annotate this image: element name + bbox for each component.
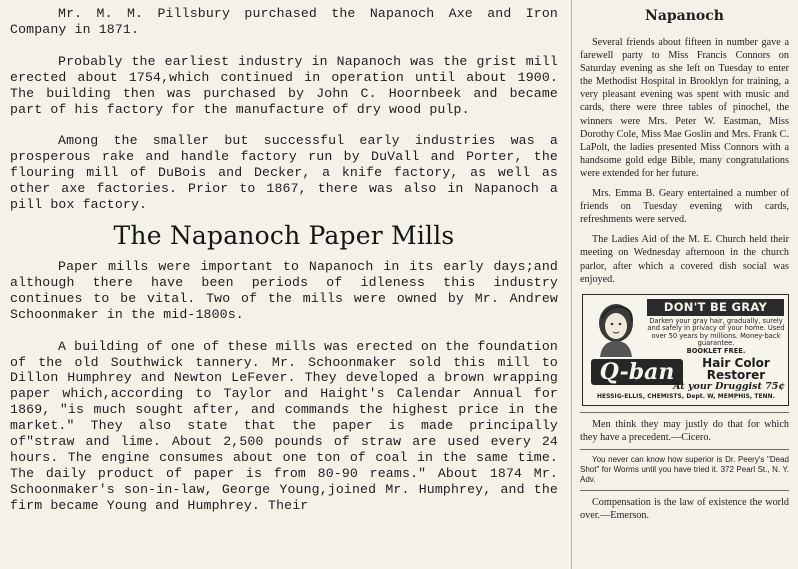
filler-cicero-quote: Men think they may justly do that for which they have a precedent.—Cicero. — [580, 418, 789, 443]
woman-portrait-icon — [588, 299, 644, 359]
column-divider — [571, 0, 572, 569]
paragraph-pillsbury: Mr. M. M. Pillsbury purchased the Napanoch Axe and Iron Company in 1871. — [10, 6, 558, 37]
news-item-ladies-aid: The Ladies Aid of the M. E. Church held their meeting on Wednesday afternoon in the church parlor, after which a covered dish social was enjoyed. — [580, 234, 789, 285]
rule-divider — [580, 449, 789, 450]
qban-advertisement — [582, 294, 789, 406]
qban-logo: Q-ban — [591, 359, 683, 385]
paragraph-small-industries: Among the smaller but successful early industries was a prosperous rake and handle factory run by DuVall and Porter, the flouring mill of DuBois and Decker, a knife factory, as well as other axe factories. Prior to 1867, there was also in Napanoch a pill box factory. — [10, 133, 558, 213]
rule-divider — [580, 412, 789, 413]
ad-booklet-text: BOOKLET FREE. — [686, 347, 746, 356]
news-title: Napanoch — [645, 8, 724, 24]
ad-copy — [647, 318, 785, 356]
ad-copy-text: Darken your gray hair, gradually, surely and safely in privacy of your home. Used over 50 years by millions. Money-back guarantee. — [647, 316, 785, 348]
paragraph-southwick-mill: A building of one of these mills was erected on the foundation of the old Southwick tannery. Mr. Schoonmaker sold this mill to Dillon Humphrey and Newton LeFever. They developed a brown wrapping paper which,according to Taylor and Haight's Calendar Annual for 1869, "is much sought after, and commands the highest price in the market." They also state that the paper is made principally of"straw and lime. About 2,500 pounds of straw are used every 24 hours. The engine consumes about one ton of coal in the same time. The daily product of paper is from 80-90 reams." About 1874 Mr. Schoonmaker's son-in-law, George Young,joined Mr. Humphrey, and the firm became Young and Humphrey. Their — [10, 338, 558, 513]
rule-divider — [580, 490, 789, 491]
ad-maker: HESSIG-ELLIS, CHEMISTS, Dept. W, MEMPHIS, TENN. — [596, 393, 776, 400]
news-item-geary: Mrs. Emma B. Geary entertained a number of friends on Tuesday evening with cards, refreshments were served. — [580, 188, 789, 226]
ad-product-name: Hair Color Restorer — [702, 355, 770, 383]
typewritten-column — [10, 6, 558, 530]
newspaper-column — [580, 8, 789, 522]
ad-headline: DON'T BE GRAY — [647, 299, 784, 316]
news-item-farewell-party: Several friends about fifteen in number gave a farewell party to Miss Francis Connors on Saturday evening as she left on Tuesday to enter the Methodist Hospital in Brooklyn for training, a very pleasant evening was spent with music and cards, there were three tables of pinochel, the winners were Mrs. Peter W. Eastman, Miss Dorothy Cole, Miss Mae Goslin and Mrs. Frank C. LaPolt, the ladies presented Miss Connors with a handsome gold edge Bible, many congratulations were extended for her future. — [580, 37, 789, 179]
section-heading: The Napanoch Paper Mills — [113, 220, 455, 250]
filler-emerson-quote: Compensation is the law of existence the world over.—Emerson. — [580, 496, 789, 521]
paragraph-grist-mill: Probably the earliest industry in Napanoch was the grist mill erected about 1754,which continued in operation until about 1900. The building then was purchased by John C. Hoornbeek and became part of his factory for the manufacture of dry wood pulp. — [10, 53, 558, 117]
filler-dead-shot-ad: You never can know how superior is Dr. Peery's "Dead Shot" for Worms until you have tried it. 372 Pearl St., N. Y. Adv. — [580, 454, 789, 484]
paragraph-paper-mills: Paper mills were important to Napanoch in its early days;and although there have been periods of idleness this industry continues to be vital. Two of the mills were owned by Mr. Andrew Schoonmaker in the mid-1800s. — [10, 258, 558, 322]
ad-price: At your Druggist 75¢ — [673, 380, 785, 392]
